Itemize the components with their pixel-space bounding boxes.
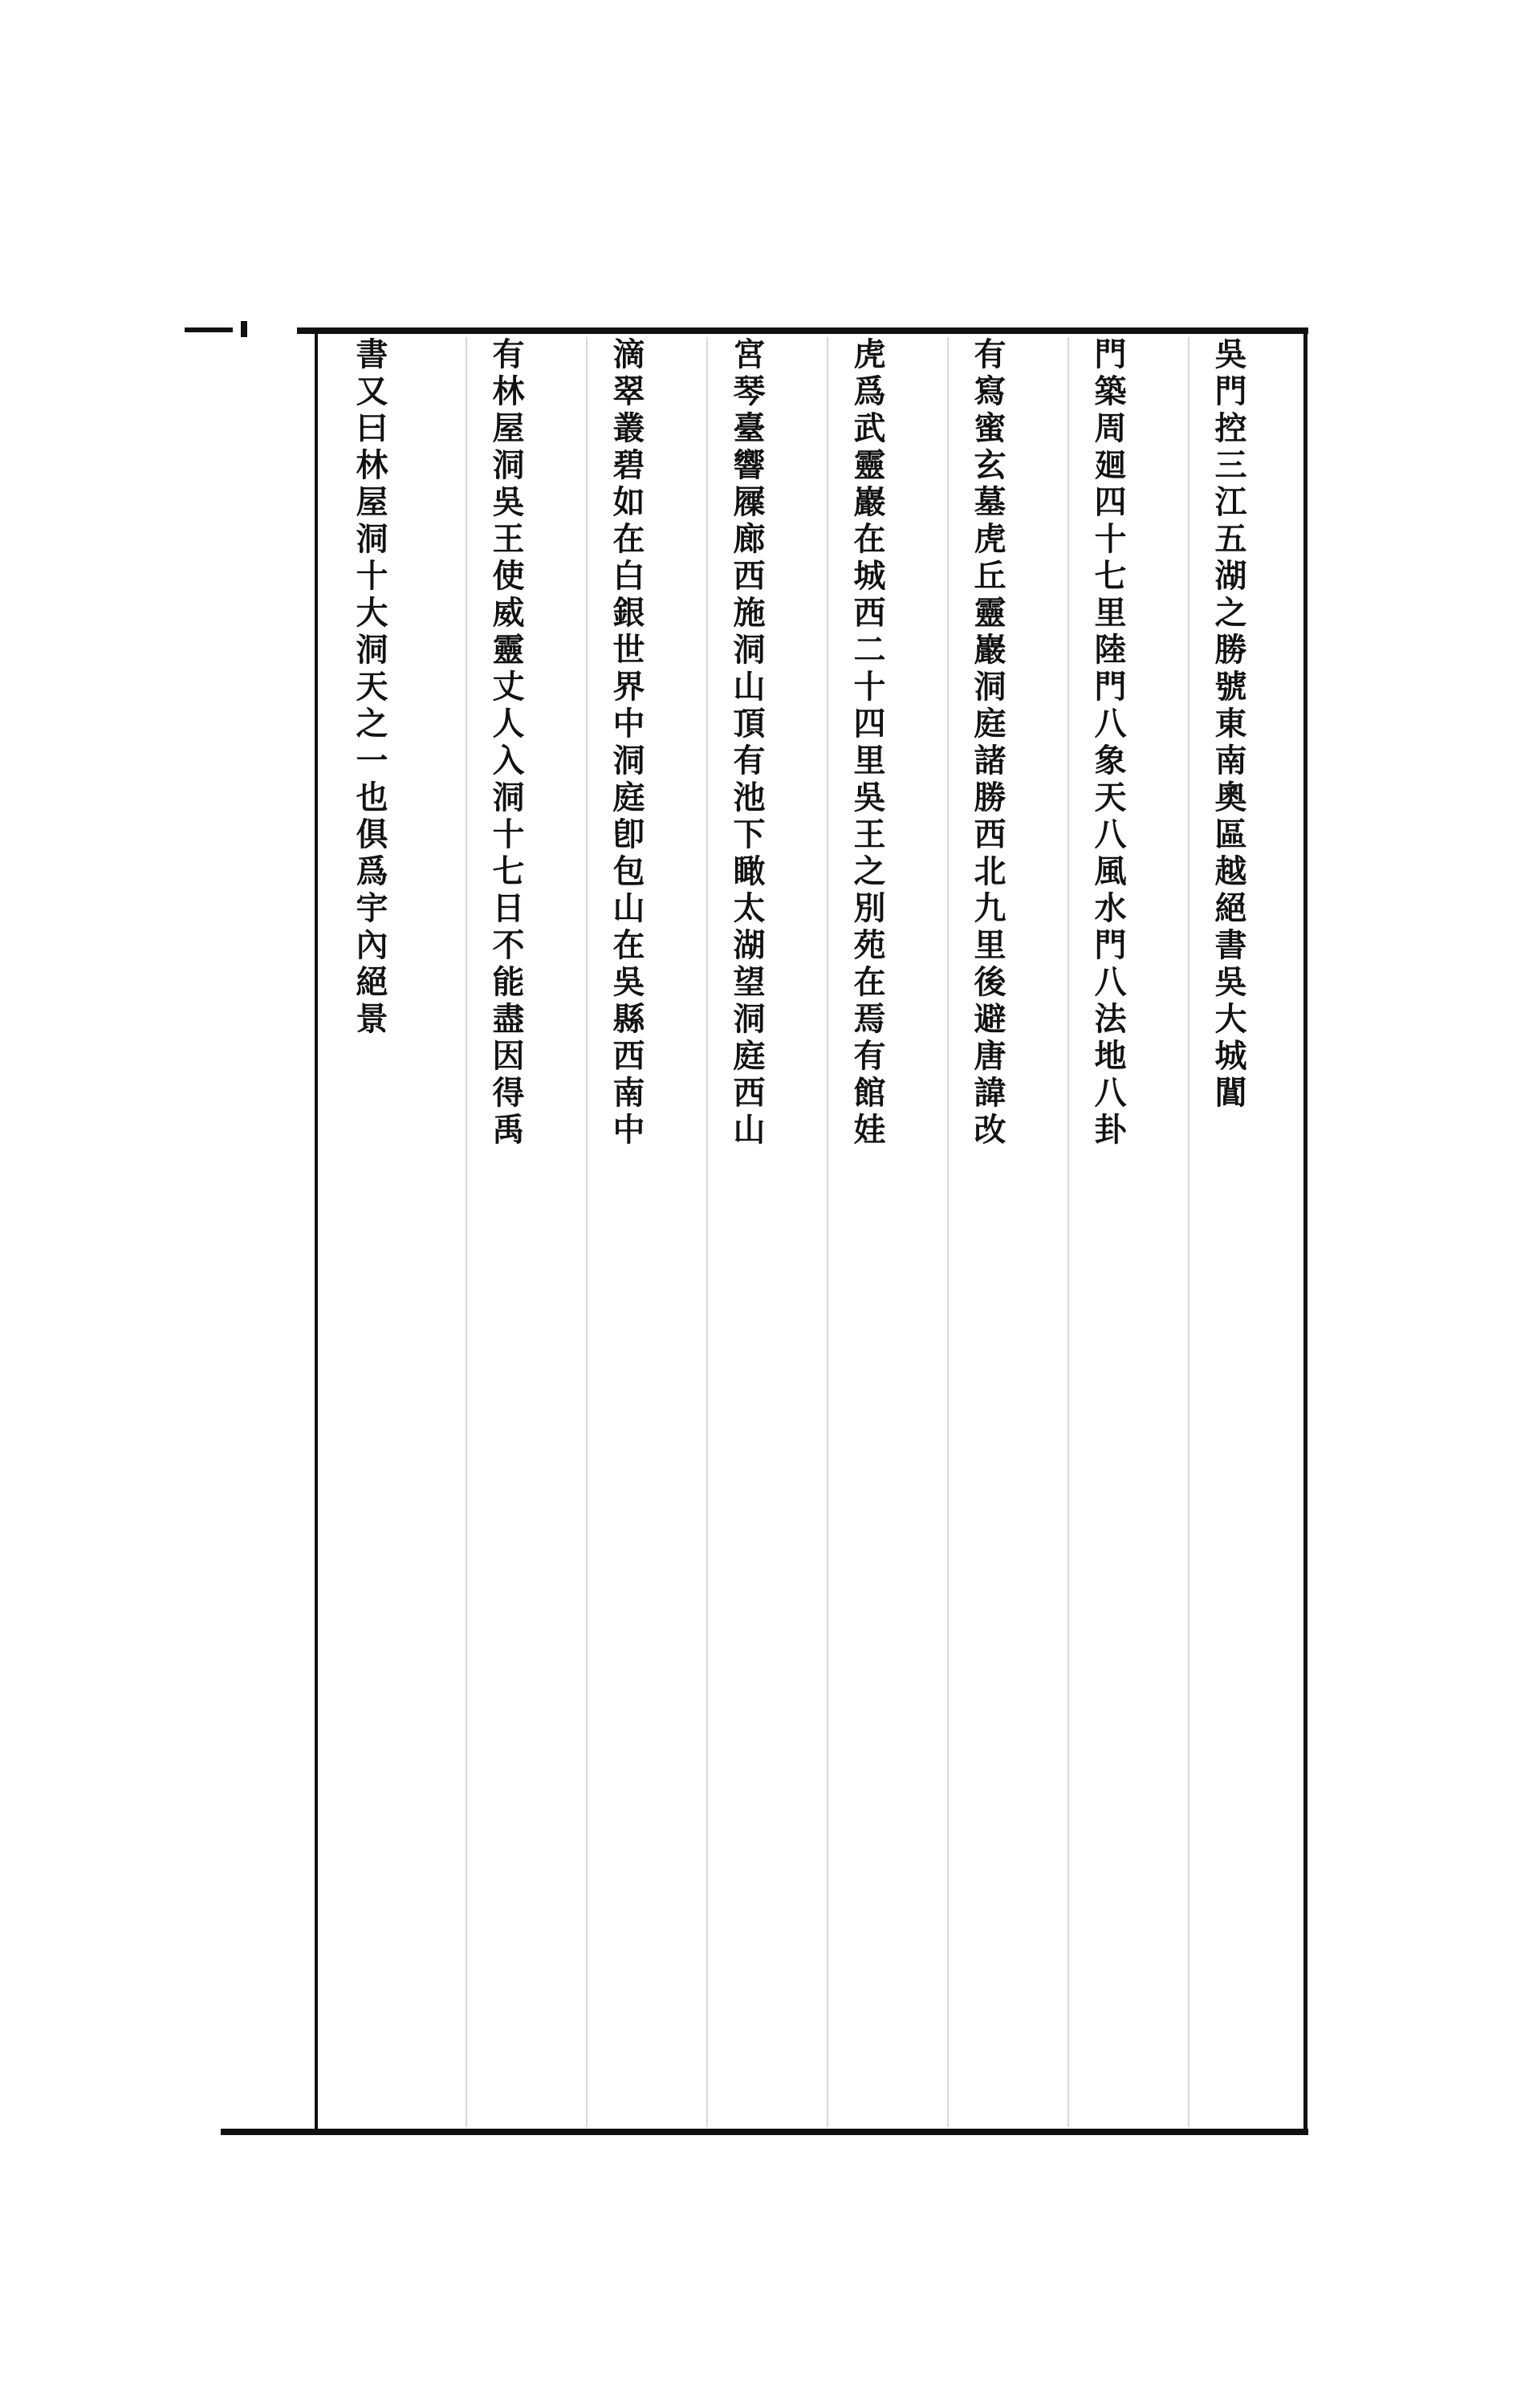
frame-bottom-rule xyxy=(221,2129,1308,2135)
margin-tick xyxy=(241,321,247,337)
column-guide xyxy=(586,337,588,2127)
text-column-3: 有寫蜜玄墓虎丘靈巖洞庭諸勝西北九里後避唐諱改 xyxy=(969,337,1007,1149)
text-column-5: 宮琴臺響屧廊西施洞山頂有池下瞰太湖望洞庭西山 xyxy=(728,337,766,1149)
frame-top-rule xyxy=(297,327,1308,334)
column-guide xyxy=(827,337,828,2127)
text-column-8: 書又曰林屋洞十大洞天之一也俱爲宇內絕景 xyxy=(351,337,388,1039)
margin-dash xyxy=(185,327,233,332)
text-column-2: 門築周廻四十七里陸門八象天八風水門八法地八卦 xyxy=(1089,337,1127,1149)
text-column-4: 虎爲武靈巖在城西二十四里吳王之別苑在焉有館娃 xyxy=(848,337,886,1149)
text-column-6: 滴翠叢碧如在白銀世界中洞庭卽包山在吳縣西南中 xyxy=(608,337,645,1149)
frame-right-rule xyxy=(1303,327,1307,2135)
column-guide xyxy=(1068,337,1069,2127)
text-column-1: 吳門控三江五湖之勝號東南奧區越絕書吳大城閶 xyxy=(1210,337,1247,1112)
column-guide xyxy=(466,337,467,2127)
column-guide xyxy=(947,337,949,2127)
frame-left-rule xyxy=(315,327,318,2135)
text-column-7: 有林屋洞吳王使威靈丈人入洞十七日不能盡因得禹 xyxy=(487,337,525,1149)
column-guide xyxy=(706,337,708,2127)
column-guide xyxy=(1188,337,1190,2127)
